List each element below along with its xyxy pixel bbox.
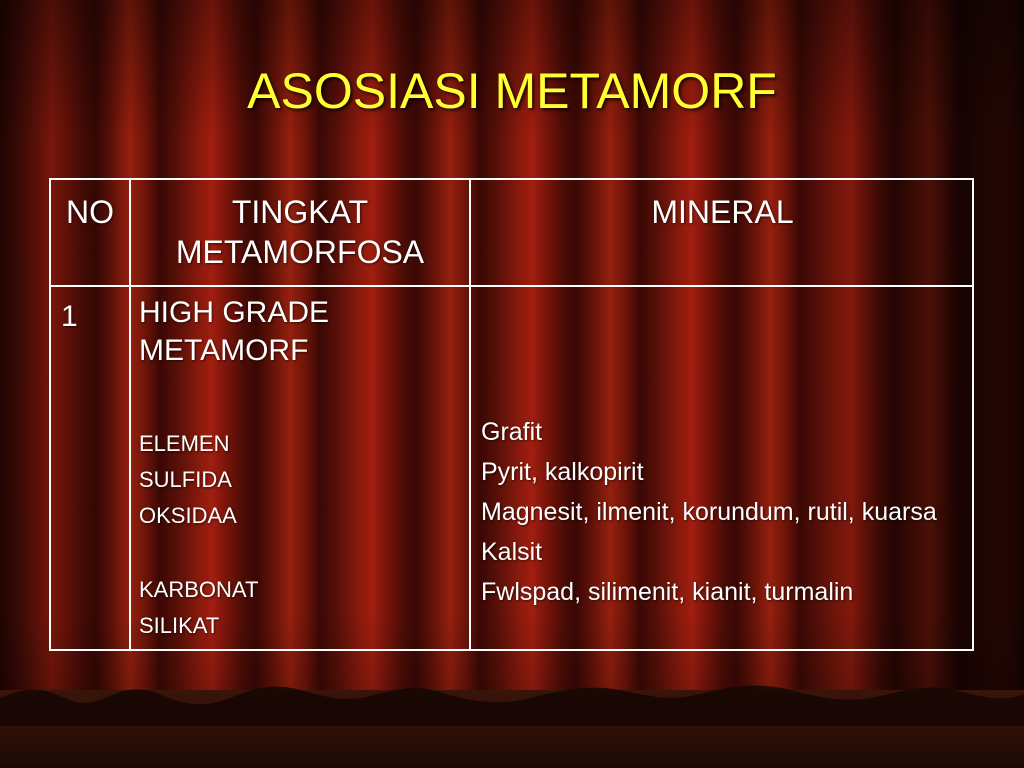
row1-no-value: 1 bbox=[61, 300, 78, 333]
header-no-label: NO bbox=[66, 194, 114, 230]
header-mineral bbox=[471, 192, 974, 232]
element-group-item: ELEMEN bbox=[139, 431, 230, 456]
header-tingkat-line2: METAMORFOSA bbox=[175, 234, 425, 270]
row1-grade-line1: HIGH GRADE bbox=[139, 296, 330, 329]
row1-grade bbox=[139, 294, 465, 370]
curtain-valance bbox=[0, 676, 1024, 726]
mineral-item: Magnesit, ilmenit, korundum, rutil, kuarsa bbox=[481, 498, 937, 526]
mineral-item: Grafit bbox=[481, 418, 543, 446]
metamorphic-association-table bbox=[49, 178, 974, 651]
row1-grade-line2: METAMORF bbox=[139, 334, 309, 367]
header-tingkat-line1: TINGKAT bbox=[231, 194, 369, 230]
element-group-item: SILIKAT bbox=[139, 613, 220, 638]
mineral-item: Kalsit bbox=[481, 538, 543, 566]
mineral-item: Fwlspad, silimenit, kianit, turmalin bbox=[481, 578, 854, 606]
row1-element-groups bbox=[139, 426, 465, 644]
mineral-item: Pyrit, kalkopirit bbox=[481, 458, 644, 486]
header-row-divider bbox=[51, 285, 972, 287]
header-mineral-label: MINERAL bbox=[651, 194, 794, 230]
element-group-item: KARBONAT bbox=[139, 577, 259, 602]
element-group-spacer bbox=[139, 534, 465, 572]
row1-no bbox=[61, 298, 127, 336]
header-no bbox=[51, 192, 129, 232]
column-divider-2 bbox=[469, 180, 471, 649]
element-group-item: OKSIDAA bbox=[139, 503, 237, 528]
element-group-item: SULFIDA bbox=[139, 467, 232, 492]
header-tingkat bbox=[131, 192, 469, 272]
row1-minerals bbox=[481, 416, 961, 616]
slide-title: ASOSIASI METAMORF bbox=[247, 63, 777, 119]
